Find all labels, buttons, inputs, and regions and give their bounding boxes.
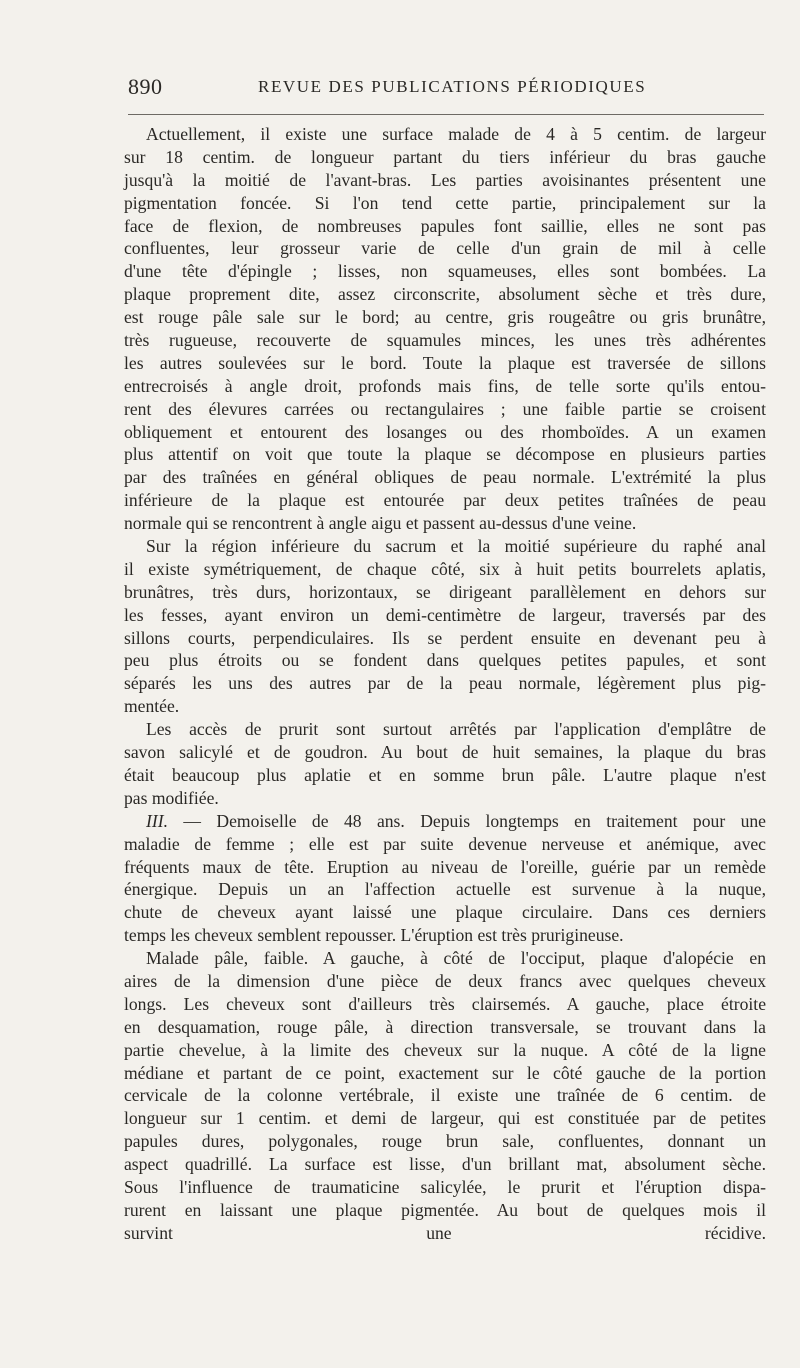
text-line: longs. Les cheveux sont d'ailleurs très clairsemés. A gauche, place étroite <box>124 993 766 1014</box>
text-line: papules dures, polygonales, rouge brun sale, confluentes, donnant un <box>124 1131 766 1152</box>
text-line: pigmentation foncée. Si l'on tend cette partie, principalement sur la <box>124 192 766 213</box>
text-line: jusqu'à la moitié de l'avant-bras. Les parties avoisinantes présentent une <box>124 169 766 190</box>
text-line: les fesses, ayant environ un demi-centimètre de largeur, traversés par des <box>124 604 766 625</box>
text-line: est rouge pâle sale sur le bord; au centre, gris rougeâtre ou gris brunâtre, <box>124 307 766 328</box>
text-line <box>124 810 766 833</box>
text-line: plaque proprement dite, assez circonscrite, absolument sèche et très dure, <box>124 284 766 305</box>
text-line: Sur la région inférieure du sacrum et la moitié supérieure du raphé anal <box>146 536 766 557</box>
text-line: plus attentif on voit que toute la plaque se décompose en plusieurs parties <box>124 444 766 465</box>
running-title: REVUE DES PUBLICATIONS PÉRIODIQUES <box>258 77 647 96</box>
header-rule <box>128 114 764 115</box>
text-line: entrecroisés à angle droit, profonds mais fins, de telle sorte qu'ils entou- <box>124 375 766 396</box>
text-line: mentée. <box>124 696 180 717</box>
text-line: en desquamation, rouge pâle, à direction transversale, se trouvant dans la <box>124 1016 766 1037</box>
text-line: fréquents maux de tête. Eruption au niveau de l'oreille, guérie par un remède <box>124 856 766 877</box>
page-number: 890 <box>128 74 163 99</box>
text-line: chute de cheveux ayant laissé une plaque circulaire. Dans ces derniers <box>124 902 766 923</box>
text-line: maladie de femme ; elle est par suite devenue nerveuse et anémique, avec <box>124 833 766 854</box>
text-line: aspect quadrillé. La surface est lisse, d'un brillant mat, absolument sèche. <box>124 1154 766 1175</box>
text-line: survint une récidive. <box>124 1222 766 1243</box>
text-line: était beaucoup plus aplatie et en somme brun pâle. L'autre plaque n'est <box>124 764 766 785</box>
text-line: rent des élevures carrées ou rectangulaires ; une faible partie se croisent <box>124 398 766 419</box>
text-line: sur 18 centim. de longueur partant du tiers inférieur du bras gauche <box>124 146 766 167</box>
text-line: face de flexion, de nombreuses papules font saillie, elles ne sont pas <box>124 215 766 236</box>
text-line: obliquement et entourent des losanges ou des rhomboïdes. A un examen <box>124 421 766 442</box>
text-line: médiane et partant de ce point, exactement sur le côté gauche de la portion <box>124 1062 766 1083</box>
text-line: normale qui se rencontrent à angle aigu et passent au-dessus d'une veine. <box>124 513 637 534</box>
text-line: très rugueuse, recouverte de squamules minces, les unes très adhérentes <box>124 330 766 351</box>
text-line: séparés les uns des autres par de la peau normale, légèrement plus pig- <box>124 673 766 694</box>
text-line: sillons courts, perpendiculaires. Ils se perdent ensuite en devenant peu à <box>124 627 766 648</box>
text-line: brunâtres, très durs, horizontaux, se dirigeant parallèlement en dehors sur <box>124 581 766 602</box>
text-line: il existe symétriquement, de chaque côté, six à huit petits bourrelets aplatis, <box>124 558 766 579</box>
page-header <box>124 74 764 102</box>
text-line: inférieure de la plaque est entourée par deux petites traînées de peau <box>124 490 766 511</box>
text-line: partie chevelue, à la limite des cheveux sur la nuque. A côté de la ligne <box>124 1039 766 1060</box>
text-line: peu plus étroits ou se fondent dans quelques petites papules, et sont <box>124 650 766 671</box>
text-line: énergique. Depuis un an l'affection actuelle est survenue à la nuque, <box>124 879 766 900</box>
text-line: cervicale de la colonne vertébrale, il existe une traînée de 6 centim. de <box>124 1085 766 1106</box>
text-line: aires de la dimension d'une pièce de deux francs avec quelques cheveux <box>124 970 766 991</box>
text-line: temps les cheveux semblent repousser. L'éruption est très prurigineuse. <box>124 925 624 946</box>
text-line: rurent en laissant une plaque pigmentée. Au bout de quelques mois il <box>124 1199 766 1220</box>
text-line: par des traînées en général obliques de peau normale. L'extrémité la plus <box>124 467 766 488</box>
text-segment: — Demoiselle de 48 ans. Depuis longtemps en traitement pour une <box>167 810 766 831</box>
text-line: Les accès de prurit sont surtout arrêtés par l'application d'emplâtre de <box>146 719 766 740</box>
text-line: savon salicylé et de goudron. Au bout de huit semaines, la plaque du bras <box>124 742 766 763</box>
text-line: Sous l'influence de traumaticine salicylée, le prurit et l'éruption dispa- <box>124 1176 766 1197</box>
text-line <box>124 1245 766 1268</box>
text-line: longueur sur 1 centim. et demi de largeur, qui est constituée par de petites <box>124 1108 766 1129</box>
text-line: confluentes, leur grosseur varie de celle d'un grain de mil à celle <box>124 238 766 259</box>
body-text <box>124 123 766 1268</box>
text-line: pas modifiée. <box>124 787 219 808</box>
text-line: les autres soulevées sur le bord. Toute la plaque est traversée de sillons <box>124 352 766 373</box>
case-number: III. <box>146 810 168 831</box>
text-line: Malade pâle, faible. A gauche, à côté de l'occiput, plaque d'alopécie en <box>146 948 766 969</box>
text-line: Actuellement, il existe une surface malade de 4 à 5 centim. de largeur <box>146 124 766 144</box>
text-line: d'une tête d'épingle ; lisses, non squameuses, elles sont bombées. La <box>124 261 766 282</box>
